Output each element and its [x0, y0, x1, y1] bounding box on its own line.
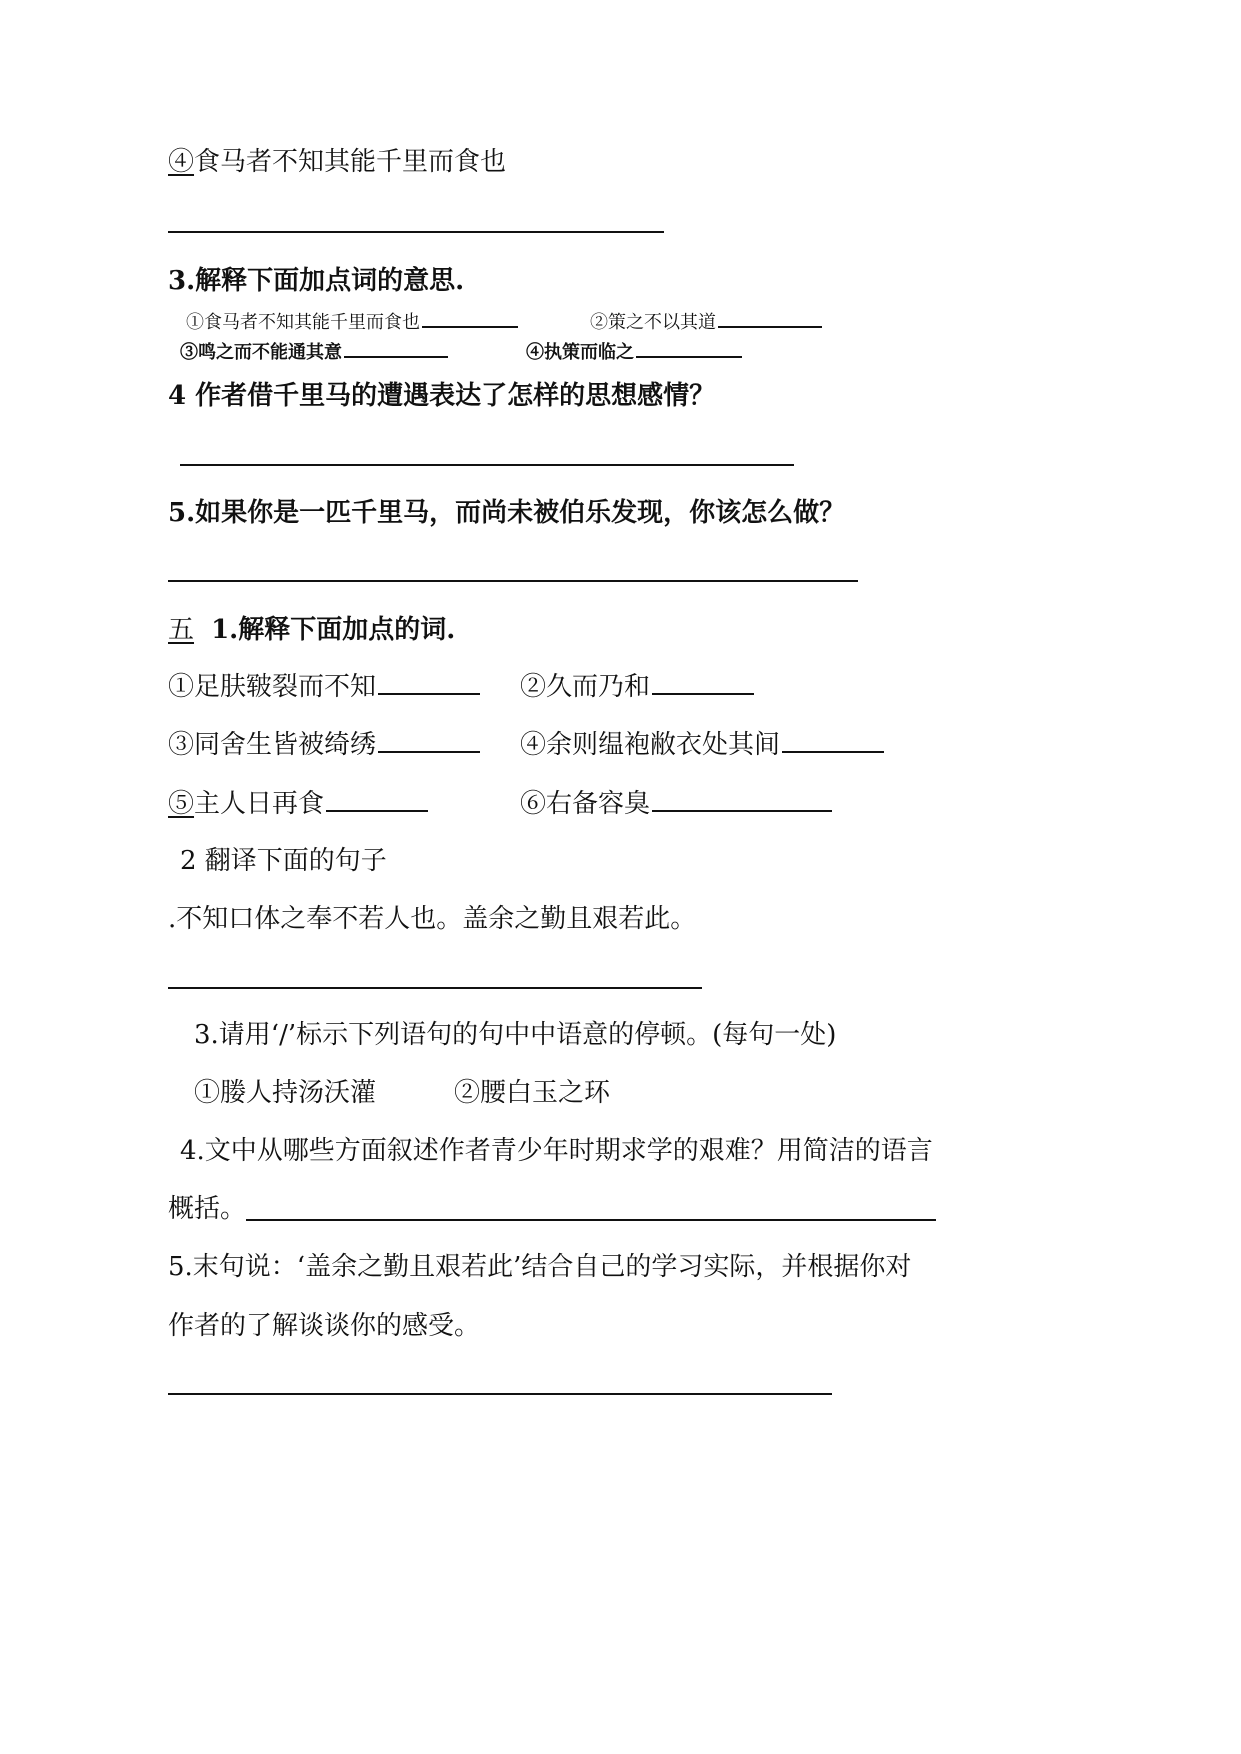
- part-number: 五: [168, 615, 195, 645]
- word-item-6: ⑥右备容臭: [520, 788, 832, 820]
- answer-blank[interactable]: [652, 810, 832, 812]
- translate-sentence: .不知口体之奉不若人也。盖余之勤且艰若此。: [168, 904, 697, 934]
- item-number: ④: [168, 147, 195, 177]
- word-item-4: ④余则缊袍敝衣处其间: [520, 729, 884, 761]
- question-3-title: 3.解释下面加点词的意思.: [168, 266, 465, 296]
- question-4-title: 4 作者借千里马的遭遇表达了怎样的思想感情？: [168, 381, 716, 411]
- sentence-item-4: [168, 146, 506, 178]
- question-5-title: 5.如果你是一匹千里马，而尚未被伯乐发现，你该怎么做？: [168, 498, 846, 528]
- answer-line[interactable]: [168, 231, 664, 233]
- answer-blank[interactable]: [378, 751, 480, 753]
- answer-blank[interactable]: [326, 810, 428, 812]
- question-3-title: 3.请用‘/’标示下列语句的句中中语意的停顿。(每句一处): [194, 1020, 837, 1050]
- answer-blank[interactable]: [344, 356, 448, 358]
- question-4-line-1: 4.文中从哪些方面叙述作者青少年时期求学的艰难？用简洁的语言: [180, 1136, 933, 1166]
- question-2-title: 2 翻译下面的句子: [180, 846, 387, 876]
- question-5-line-2: 作者的了解谈谈你的感受。: [168, 1311, 481, 1341]
- answer-blank[interactable]: [718, 326, 822, 328]
- part-title-text: 1.解释下面加点的词.: [211, 615, 456, 645]
- word-item-3: ③同舍生皆被绮绣: [168, 729, 480, 761]
- answer-blank[interactable]: [378, 693, 480, 695]
- pause-item-1: ①媵人持汤沃灌: [194, 1078, 377, 1108]
- word-item-3: ③鸣之而不能通其意: [180, 341, 448, 365]
- answer-line[interactable]: [168, 987, 702, 989]
- item-text: 食马者不知其能千里而食也: [194, 147, 507, 177]
- answer-blank[interactable]: [652, 693, 754, 695]
- answer-blank[interactable]: [422, 326, 518, 328]
- word-item-2: ②策之不以其道: [590, 311, 822, 335]
- pause-item-2: ②腰白玉之环: [454, 1078, 611, 1108]
- answer-blank[interactable]: [636, 356, 742, 358]
- word-item-1: ①食马者不知其能千里而食也: [186, 311, 518, 335]
- answer-line[interactable]: [168, 1393, 832, 1395]
- answer-line[interactable]: [246, 1219, 936, 1221]
- word-item-1: ①足肤皲裂而不知: [168, 671, 480, 703]
- item-number: ⑤: [168, 789, 195, 819]
- answer-line[interactable]: [168, 580, 858, 582]
- part-5-title: [168, 614, 455, 646]
- answer-line[interactable]: [180, 464, 794, 466]
- word-item-5: ⑤主人日再食: [168, 788, 428, 820]
- word-item-4: ④执策而临之: [526, 341, 742, 365]
- question-5-line-1: 5.末句说：‘盖余之勤且艰若此’结合自己的学习实际，并根据你对: [168, 1252, 912, 1282]
- word-item-2: ②久而乃和: [520, 671, 754, 703]
- answer-blank[interactable]: [782, 751, 884, 753]
- question-4-line-2: 概括。: [168, 1194, 247, 1224]
